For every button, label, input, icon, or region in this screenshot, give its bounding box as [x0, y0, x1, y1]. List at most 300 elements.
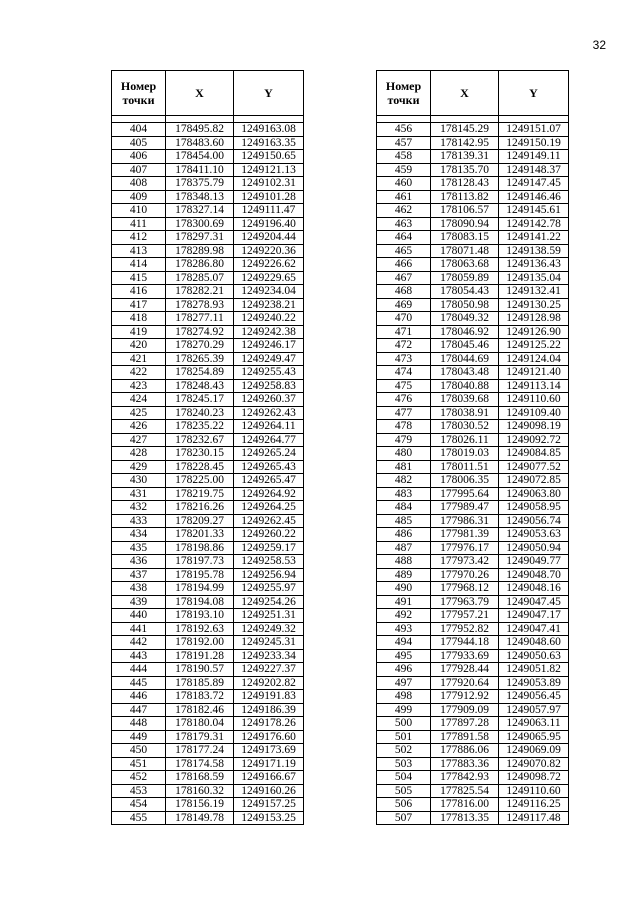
table-row: [112, 244, 304, 258]
y-coordinate-cell: 1249121.40: [499, 366, 569, 380]
table-row: [112, 379, 304, 393]
y-coordinate-cell: 1249098.72: [499, 771, 569, 785]
point-number-cell: 408: [112, 177, 166, 191]
x-coordinate-cell: 178139.31: [431, 150, 499, 164]
y-coordinate-cell: 1249084.85: [499, 447, 569, 461]
spacer-cell: [499, 116, 569, 123]
x-coordinate-cell: 178300.69: [166, 217, 234, 231]
x-coordinate-cell: 178026.11: [431, 433, 499, 447]
y-coordinate-cell: 1249262.45: [234, 514, 304, 528]
table-row: [112, 541, 304, 555]
table-row: [112, 690, 304, 704]
point-number-cell: 466: [377, 258, 431, 272]
y-coordinate-cell: 1249132.41: [499, 285, 569, 299]
y-coordinate-cell: 1249145.61: [499, 204, 569, 218]
y-coordinate-cell: 1249117.48: [499, 811, 569, 825]
spacer-cell: [377, 116, 431, 123]
header-x: X: [431, 71, 499, 116]
x-coordinate-cell: 178270.29: [166, 339, 234, 353]
x-coordinate-cell: 178254.89: [166, 366, 234, 380]
point-number-cell: 452: [112, 771, 166, 785]
point-number-cell: 435: [112, 541, 166, 555]
table-row: [377, 663, 569, 677]
point-number-cell: 465: [377, 244, 431, 258]
spacer-cell: [234, 116, 304, 123]
table-row: [112, 582, 304, 596]
point-number-cell: 448: [112, 717, 166, 731]
table-row: [112, 717, 304, 731]
x-coordinate-cell: 178044.69: [431, 352, 499, 366]
x-coordinate-cell: 178083.15: [431, 231, 499, 245]
x-coordinate-cell: 178145.29: [431, 123, 499, 137]
point-number-cell: 438: [112, 582, 166, 596]
y-coordinate-cell: 1249151.07: [499, 123, 569, 137]
point-number-cell: 460: [377, 177, 431, 191]
x-coordinate-cell: 178232.67: [166, 433, 234, 447]
table-row: [377, 541, 569, 555]
x-coordinate-cell: 178201.33: [166, 528, 234, 542]
y-coordinate-cell: 1249220.36: [234, 244, 304, 258]
table-row: [112, 798, 304, 812]
point-number-cell: 449: [112, 730, 166, 744]
y-coordinate-cell: 1249047.45: [499, 595, 569, 609]
x-coordinate-cell: 178019.03: [431, 447, 499, 461]
x-coordinate-cell: 178240.23: [166, 406, 234, 420]
table-row: [377, 271, 569, 285]
table-row: [377, 690, 569, 704]
y-coordinate-cell: 1249178.26: [234, 717, 304, 731]
header-spacer-row: [377, 116, 569, 123]
x-coordinate-cell: 177883.36: [431, 757, 499, 771]
table-row: [377, 352, 569, 366]
table-row: [377, 312, 569, 326]
point-number-cell: 471: [377, 325, 431, 339]
x-coordinate-cell: 178192.00: [166, 636, 234, 650]
table-row: [112, 136, 304, 150]
point-number-cell: 506: [377, 798, 431, 812]
x-coordinate-cell: 178228.45: [166, 460, 234, 474]
x-coordinate-cell: 178248.43: [166, 379, 234, 393]
y-coordinate-cell: 1249130.25: [499, 298, 569, 312]
x-coordinate-cell: 178286.80: [166, 258, 234, 272]
y-coordinate-cell: 1249146.46: [499, 190, 569, 204]
table-row: [112, 339, 304, 353]
x-coordinate-cell: 177944.18: [431, 636, 499, 650]
point-number-cell: 417: [112, 298, 166, 312]
table-row: [377, 568, 569, 582]
y-coordinate-cell: 1249124.04: [499, 352, 569, 366]
point-number-cell: 428: [112, 447, 166, 461]
table-row: [112, 514, 304, 528]
x-coordinate-cell: 177976.17: [431, 541, 499, 555]
y-coordinate-cell: 1249048.16: [499, 582, 569, 596]
y-coordinate-cell: 1249264.11: [234, 420, 304, 434]
y-coordinate-cell: 1249111.47: [234, 204, 304, 218]
table-row: [377, 217, 569, 231]
table-row: [377, 811, 569, 825]
y-coordinate-cell: 1249136.43: [499, 258, 569, 272]
y-coordinate-cell: 1249070.82: [499, 757, 569, 771]
point-number-cell: 443: [112, 649, 166, 663]
x-coordinate-cell: 177842.93: [431, 771, 499, 785]
y-coordinate-cell: 1249204.44: [234, 231, 304, 245]
table-row: [112, 271, 304, 285]
x-coordinate-cell: 178040.88: [431, 379, 499, 393]
header-point-number: Номер точки: [112, 71, 166, 116]
y-coordinate-cell: 1249098.19: [499, 420, 569, 434]
table-row: [112, 366, 304, 380]
table-row: [112, 312, 304, 326]
y-coordinate-cell: 1249116.25: [499, 798, 569, 812]
point-number-cell: 405: [112, 136, 166, 150]
header-y: Y: [499, 71, 569, 116]
x-coordinate-cell: 178039.68: [431, 393, 499, 407]
table-row: [112, 676, 304, 690]
point-number-cell: 496: [377, 663, 431, 677]
table-row: [377, 366, 569, 380]
point-number-cell: 412: [112, 231, 166, 245]
y-coordinate-cell: 1249256.94: [234, 568, 304, 582]
x-coordinate-cell: 177933.69: [431, 649, 499, 663]
table-row: [377, 447, 569, 461]
table-row: [112, 663, 304, 677]
table-row: [112, 150, 304, 164]
y-coordinate-cell: 1249063.11: [499, 717, 569, 731]
y-coordinate-cell: 1249065.95: [499, 730, 569, 744]
table-row: [377, 285, 569, 299]
point-number-cell: 501: [377, 730, 431, 744]
point-number-cell: 444: [112, 663, 166, 677]
point-number-cell: 476: [377, 393, 431, 407]
x-coordinate-cell: 178348.13: [166, 190, 234, 204]
y-coordinate-cell: 1249051.82: [499, 663, 569, 677]
table-row: [377, 204, 569, 218]
point-number-cell: 492: [377, 609, 431, 623]
x-coordinate-cell: 177995.64: [431, 487, 499, 501]
point-number-cell: 499: [377, 703, 431, 717]
point-number-cell: 454: [112, 798, 166, 812]
point-number-cell: 441: [112, 622, 166, 636]
y-coordinate-cell: 1249150.19: [499, 136, 569, 150]
y-coordinate-cell: 1249101.28: [234, 190, 304, 204]
point-number-cell: 404: [112, 123, 166, 137]
x-coordinate-cell: 178059.89: [431, 271, 499, 285]
table-row: [377, 177, 569, 191]
point-number-cell: 495: [377, 649, 431, 663]
point-number-cell: 490: [377, 582, 431, 596]
y-coordinate-cell: 1249227.37: [234, 663, 304, 677]
point-number-cell: 440: [112, 609, 166, 623]
point-number-cell: 481: [377, 460, 431, 474]
point-number-cell: 419: [112, 325, 166, 339]
table-row: [112, 204, 304, 218]
table-row: [377, 703, 569, 717]
y-coordinate-cell: 1249048.70: [499, 568, 569, 582]
table-row: [377, 420, 569, 434]
table-row: [377, 609, 569, 623]
point-number-cell: 477: [377, 406, 431, 420]
x-coordinate-cell: 178049.32: [431, 312, 499, 326]
x-coordinate-cell: 178278.93: [166, 298, 234, 312]
y-coordinate-cell: 1249109.40: [499, 406, 569, 420]
y-coordinate-cell: 1249138.59: [499, 244, 569, 258]
table-row: [377, 555, 569, 569]
y-coordinate-cell: 1249163.35: [234, 136, 304, 150]
point-number-cell: 489: [377, 568, 431, 582]
y-coordinate-cell: 1249255.43: [234, 366, 304, 380]
x-coordinate-cell: 177891.58: [431, 730, 499, 744]
y-coordinate-cell: 1249202.82: [234, 676, 304, 690]
y-coordinate-cell: 1249056.45: [499, 690, 569, 704]
point-number-cell: 503: [377, 757, 431, 771]
y-coordinate-cell: 1249171.19: [234, 757, 304, 771]
x-coordinate-cell: 178190.57: [166, 663, 234, 677]
table-row: [112, 420, 304, 434]
table-row: [377, 298, 569, 312]
y-coordinate-cell: 1249126.90: [499, 325, 569, 339]
point-number-cell: 470: [377, 312, 431, 326]
x-coordinate-cell: 178297.31: [166, 231, 234, 245]
x-coordinate-cell: 178063.68: [431, 258, 499, 272]
coordinates-table-right: [376, 70, 569, 825]
y-coordinate-cell: 1249077.52: [499, 460, 569, 474]
table-body-left: [112, 116, 304, 825]
point-number-cell: 436: [112, 555, 166, 569]
point-number-cell: 493: [377, 622, 431, 636]
table-row: [112, 622, 304, 636]
table-body-right: [377, 116, 569, 825]
table-row: [112, 433, 304, 447]
point-number-cell: 420: [112, 339, 166, 353]
point-number-cell: 472: [377, 339, 431, 353]
y-coordinate-cell: 1249050.63: [499, 649, 569, 663]
x-coordinate-cell: 178191.28: [166, 649, 234, 663]
point-number-cell: 498: [377, 690, 431, 704]
x-coordinate-cell: 177986.31: [431, 514, 499, 528]
table-row: [377, 379, 569, 393]
point-number-cell: 427: [112, 433, 166, 447]
y-coordinate-cell: 1249249.47: [234, 352, 304, 366]
y-coordinate-cell: 1249264.92: [234, 487, 304, 501]
table-row: [112, 163, 304, 177]
table-row: [377, 339, 569, 353]
x-coordinate-cell: 177970.26: [431, 568, 499, 582]
point-number-cell: 504: [377, 771, 431, 785]
point-number-cell: 475: [377, 379, 431, 393]
x-coordinate-cell: 178149.78: [166, 811, 234, 825]
x-coordinate-cell: 178235.22: [166, 420, 234, 434]
point-number-cell: 456: [377, 123, 431, 137]
y-coordinate-cell: 1249264.25: [234, 501, 304, 515]
table-row: [112, 771, 304, 785]
point-number-cell: 415: [112, 271, 166, 285]
table-row: [112, 406, 304, 420]
y-coordinate-cell: 1249260.37: [234, 393, 304, 407]
table-row: [377, 636, 569, 650]
y-coordinate-cell: 1249092.72: [499, 433, 569, 447]
table-row: [377, 460, 569, 474]
table-row: [112, 501, 304, 515]
x-coordinate-cell: 178375.79: [166, 177, 234, 191]
point-number-cell: 450: [112, 744, 166, 758]
point-number-cell: 463: [377, 217, 431, 231]
x-coordinate-cell: 178177.24: [166, 744, 234, 758]
y-coordinate-cell: 1249148.37: [499, 163, 569, 177]
spacer-cell: [431, 116, 499, 123]
table-row: [377, 622, 569, 636]
point-number-cell: 462: [377, 204, 431, 218]
header-x: X: [166, 71, 234, 116]
table-row: [377, 487, 569, 501]
table-row: [377, 730, 569, 744]
point-number-cell: 474: [377, 366, 431, 380]
point-number-cell: 411: [112, 217, 166, 231]
x-coordinate-cell: 178160.32: [166, 784, 234, 798]
point-number-cell: 486: [377, 528, 431, 542]
point-number-cell: 473: [377, 352, 431, 366]
x-coordinate-cell: 178038.91: [431, 406, 499, 420]
y-coordinate-cell: 1249258.53: [234, 555, 304, 569]
y-coordinate-cell: 1249259.17: [234, 541, 304, 555]
y-coordinate-cell: 1249142.78: [499, 217, 569, 231]
point-number-cell: 406: [112, 150, 166, 164]
y-coordinate-cell: 1249260.22: [234, 528, 304, 542]
y-coordinate-cell: 1249251.31: [234, 609, 304, 623]
y-coordinate-cell: 1249191.83: [234, 690, 304, 704]
point-number-cell: 455: [112, 811, 166, 825]
y-coordinate-cell: 1249246.17: [234, 339, 304, 353]
table-row: [377, 595, 569, 609]
x-coordinate-cell: 178193.10: [166, 609, 234, 623]
x-coordinate-cell: 178195.78: [166, 568, 234, 582]
point-number-cell: 467: [377, 271, 431, 285]
x-coordinate-cell: 178225.00: [166, 474, 234, 488]
x-coordinate-cell: 178282.21: [166, 285, 234, 299]
table-row: [112, 190, 304, 204]
spacer-cell: [166, 116, 234, 123]
y-coordinate-cell: 1249063.80: [499, 487, 569, 501]
table-row: [112, 460, 304, 474]
point-number-cell: 424: [112, 393, 166, 407]
x-coordinate-cell: 178192.63: [166, 622, 234, 636]
y-coordinate-cell: 1249173.69: [234, 744, 304, 758]
spacer-cell: [112, 116, 166, 123]
table-row: [377, 150, 569, 164]
table-row: [112, 811, 304, 825]
x-coordinate-cell: 177920.64: [431, 676, 499, 690]
y-coordinate-cell: 1249176.60: [234, 730, 304, 744]
point-number-cell: 414: [112, 258, 166, 272]
table-row: [112, 757, 304, 771]
point-number-cell: 423: [112, 379, 166, 393]
point-number-cell: 482: [377, 474, 431, 488]
table-row: [377, 784, 569, 798]
point-number-cell: 434: [112, 528, 166, 542]
y-coordinate-cell: 1249153.25: [234, 811, 304, 825]
point-number-cell: 485: [377, 514, 431, 528]
table-row: [377, 676, 569, 690]
table-row: [377, 406, 569, 420]
table-row: [377, 649, 569, 663]
x-coordinate-cell: 178106.57: [431, 204, 499, 218]
point-number-cell: 458: [377, 150, 431, 164]
table-row: [112, 528, 304, 542]
y-coordinate-cell: 1249157.25: [234, 798, 304, 812]
y-coordinate-cell: 1249110.60: [499, 784, 569, 798]
point-number-cell: 425: [112, 406, 166, 420]
x-coordinate-cell: 177912.92: [431, 690, 499, 704]
table-row: [377, 528, 569, 542]
table-row: [377, 231, 569, 245]
y-coordinate-cell: 1249163.08: [234, 123, 304, 137]
y-coordinate-cell: 1249254.26: [234, 595, 304, 609]
x-coordinate-cell: 178209.27: [166, 514, 234, 528]
y-coordinate-cell: 1249053.89: [499, 676, 569, 690]
table-row: [377, 771, 569, 785]
x-coordinate-cell: 178411.10: [166, 163, 234, 177]
table-header-row: [377, 71, 569, 116]
table-row: [112, 325, 304, 339]
y-coordinate-cell: 1249226.62: [234, 258, 304, 272]
table-row: [112, 285, 304, 299]
x-coordinate-cell: 178495.82: [166, 123, 234, 137]
x-coordinate-cell: 177816.00: [431, 798, 499, 812]
coordinates-table-left: [111, 70, 304, 825]
x-coordinate-cell: 178216.26: [166, 501, 234, 515]
x-coordinate-cell: 177952.82: [431, 622, 499, 636]
y-coordinate-cell: 1249186.39: [234, 703, 304, 717]
point-number-cell: 478: [377, 420, 431, 434]
x-coordinate-cell: 178113.82: [431, 190, 499, 204]
table-row: [112, 258, 304, 272]
table-row: [377, 474, 569, 488]
point-number-cell: 442: [112, 636, 166, 650]
point-number-cell: 487: [377, 541, 431, 555]
x-coordinate-cell: 178245.17: [166, 393, 234, 407]
point-number-cell: 457: [377, 136, 431, 150]
point-number-cell: 413: [112, 244, 166, 258]
x-coordinate-cell: 177886.06: [431, 744, 499, 758]
point-number-cell: 446: [112, 690, 166, 704]
y-coordinate-cell: 1249233.34: [234, 649, 304, 663]
point-number-cell: 507: [377, 811, 431, 825]
x-coordinate-cell: 178142.95: [431, 136, 499, 150]
point-number-cell: 439: [112, 595, 166, 609]
table-row: [377, 258, 569, 272]
x-coordinate-cell: 178454.00: [166, 150, 234, 164]
page-number: 32: [592, 38, 606, 52]
x-coordinate-cell: 177963.79: [431, 595, 499, 609]
point-number-cell: 497: [377, 676, 431, 690]
x-coordinate-cell: 178289.98: [166, 244, 234, 258]
point-number-cell: 430: [112, 474, 166, 488]
point-number-cell: 459: [377, 163, 431, 177]
point-number-cell: 410: [112, 204, 166, 218]
x-coordinate-cell: 178071.48: [431, 244, 499, 258]
y-coordinate-cell: 1249047.41: [499, 622, 569, 636]
y-coordinate-cell: 1249265.24: [234, 447, 304, 461]
x-coordinate-cell: 178050.98: [431, 298, 499, 312]
point-number-cell: 488: [377, 555, 431, 569]
x-coordinate-cell: 177989.47: [431, 501, 499, 515]
header-spacer-row: [112, 116, 304, 123]
table-row: [112, 393, 304, 407]
x-coordinate-cell: 177813.35: [431, 811, 499, 825]
x-coordinate-cell: 177973.42: [431, 555, 499, 569]
point-number-cell: 505: [377, 784, 431, 798]
table-row: [112, 568, 304, 582]
point-number-cell: 451: [112, 757, 166, 771]
